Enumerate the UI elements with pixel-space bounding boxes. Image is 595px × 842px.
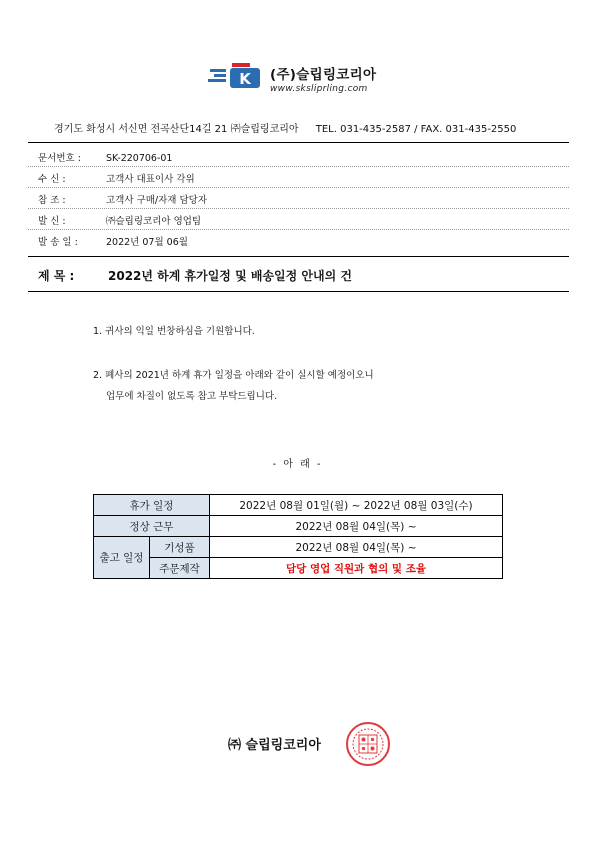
address-line: [54, 120, 516, 135]
stock-value-cell: 2022년 08월 04일(목) ~: [210, 537, 503, 558]
table-row: [94, 516, 503, 537]
meta-doc-number: [38, 150, 172, 164]
meta-reference: [38, 192, 207, 206]
meta-label: 발 신 :: [38, 216, 66, 227]
paragraph-1: 1. 귀사의 익일 번창하심을 기원합니다.: [93, 326, 255, 337]
header-divider: [28, 142, 569, 143]
meta-value: SK-220706-01: [106, 153, 173, 164]
table-row: [94, 495, 503, 516]
custom-value-cell: 담당 영업 직원과 협의 및 조율: [210, 558, 503, 579]
company-address: 경기도 화성시 서신면 전곡산단14길 21 ㈜슬립링코리아: [54, 124, 299, 135]
vacation-label-cell: 휴가 일정: [94, 495, 210, 516]
meta-sender: [38, 213, 201, 227]
meta-label: 문서번호 :: [38, 153, 81, 164]
meta-label: 발 송 일 :: [38, 237, 78, 248]
stock-label-cell: 기성품: [150, 537, 210, 558]
subject-divider: [28, 291, 569, 292]
meta-bottom-divider: [28, 256, 569, 257]
subject-label: 제 목 :: [38, 269, 75, 283]
table-row: [94, 558, 503, 579]
meta-divider: [28, 166, 569, 167]
meta-value: 고객사 대표이사 각위: [106, 174, 195, 185]
meta-recipient: [38, 171, 195, 185]
subject-text: 2022년 하계 휴가일정 및 배송일정 안내의 건: [108, 269, 352, 283]
footer-company: ㈜ 슬립링코리아: [228, 738, 321, 753]
svg-text:K: K: [239, 70, 251, 88]
meta-send-date: [38, 234, 188, 248]
meta-value: ㈜슬립링코리아 영업팀: [106, 216, 202, 227]
meta-value: 2022년 07월 06월: [106, 237, 188, 248]
company-name: (주)슬립링코리아: [270, 67, 377, 83]
meta-label: 참 조 :: [38, 195, 66, 206]
company-contact: TEL. 031-435-2587 / FAX. 031-435-2550: [315, 124, 517, 135]
meta-label: 수 신 :: [38, 174, 66, 185]
paragraph-2-line-1: 2. 폐사의 2021년 하계 휴가 일정을 아래와 같이 실시할 예정이오니: [93, 370, 374, 381]
meta-divider: [28, 208, 569, 209]
meta-value: 고객사 구매/자재 담당자: [106, 195, 208, 206]
meta-divider: [28, 187, 569, 188]
work-label-cell: 정상 근무: [94, 516, 210, 537]
vacation-value-cell: 2022년 08월 01일(월) ~ 2022년 08월 03일(수): [210, 495, 503, 516]
schedule-table: [93, 494, 503, 579]
below-marker: - 아 래 -: [272, 459, 323, 470]
shipping-label-cell: 출고 일정: [94, 537, 150, 579]
company-website[interactable]: www.sksliprling.com: [270, 84, 368, 94]
company-seal-stamp: [344, 720, 392, 768]
subject-line: [38, 267, 352, 284]
meta-divider: [28, 229, 569, 230]
company-logo: [208, 60, 266, 90]
paragraph-2-line-2: 업무에 차질이 없도록 참고 부탁드립니다.: [106, 391, 278, 402]
table-row: [94, 537, 503, 558]
custom-label-cell: 주문제작: [150, 558, 210, 579]
work-value-cell: 2022년 08월 04일(목) ~: [210, 516, 503, 537]
